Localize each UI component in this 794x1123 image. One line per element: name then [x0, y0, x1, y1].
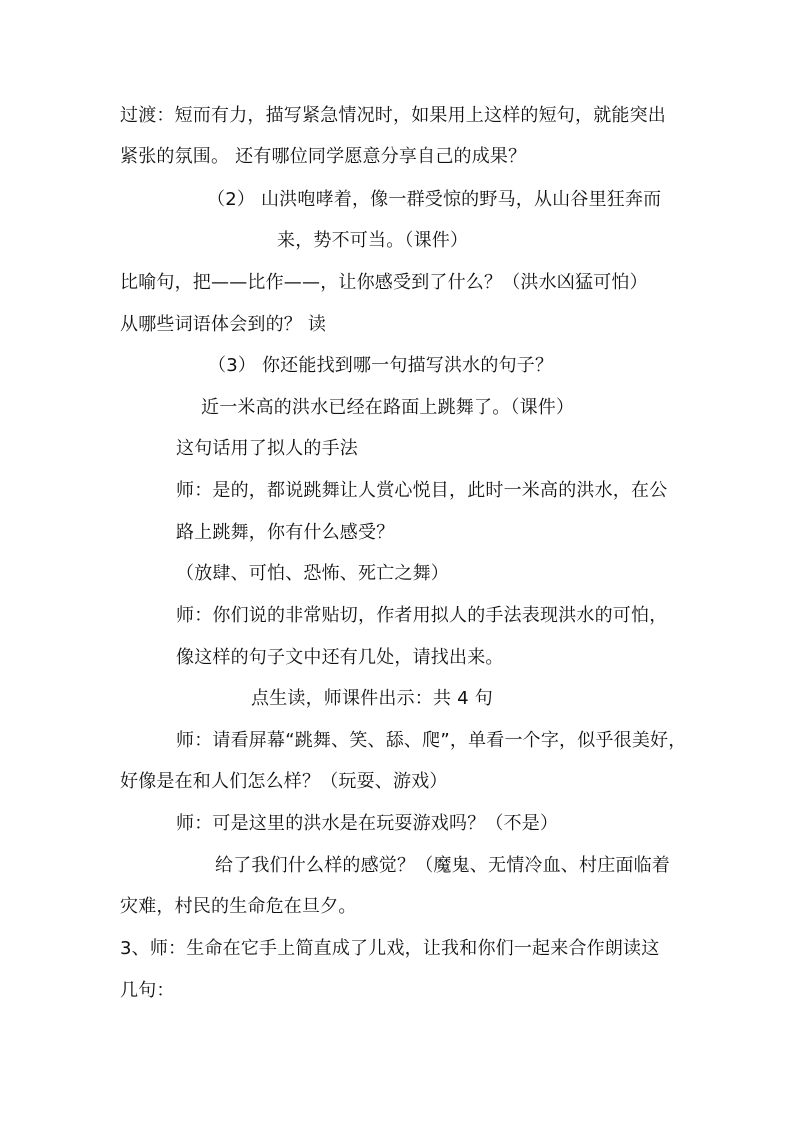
- paragraph-line-6: 从哪些词语体会到的？ 读: [120, 314, 327, 335]
- paragraph-line-16: 师：请看屏幕“跳舞、笑、舔、爬”，单看一个字，似乎很美好，: [176, 730, 687, 751]
- paragraph-line-13: 师：你们说的非常贴切，作者用拟人的手法表现洪水的可怕，: [176, 605, 668, 626]
- paragraph-line-21: 3、师：生命在它手上简直成了儿戏，让我和你们一起来合作朗读这: [120, 938, 660, 959]
- paragraph-line-17: 好像是在和人们怎么样？（玩耍、游戏）: [120, 771, 448, 792]
- paragraph-line-9: 这句话用了拟人的手法: [176, 438, 358, 459]
- paragraph-line-20: 灾难，村民的生命危在旦夕。: [120, 896, 357, 917]
- paragraph-line-5: 比喻句，把——比作——，让你感受到了什么？（洪水凶猛可怕）: [120, 272, 648, 293]
- paragraph-line-7: （3） 你还能找到哪一句描写洪水的句子？: [208, 355, 554, 376]
- paragraph-line-14: 像这样的句子文中还有几处，请找出来。: [176, 647, 504, 668]
- paragraph-line-11: 路上跳舞，你有什么感受？: [176, 522, 395, 543]
- paragraph-line-1: 过渡：短而有力，描写紧急情况时，如果用上这样的短句，就能突出: [120, 105, 666, 126]
- paragraph-line-15: 点生读，师课件出示：共 4 句: [251, 688, 493, 709]
- paragraph-line-8: 近一米高的洪水已经在路面上跳舞了。（课件）: [201, 397, 575, 418]
- paragraph-line-18: 师：可是这里的洪水是在玩耍游戏吗？（不是）: [176, 813, 559, 834]
- paragraph-line-19: 给了我们什么样的感觉？（魔鬼、无情冷血、村庄面临着: [215, 855, 670, 876]
- paragraph-line-10: 师：是的，都说跳舞让人赏心悦目，此时一米高的洪水，在公: [176, 480, 668, 501]
- paragraph-line-3: （2） 山洪咆哮着，像一群受惊的野马，从山谷里狂奔而: [207, 189, 662, 210]
- paragraph-line-4: 来，势不可当。（课件）: [277, 230, 469, 251]
- paragraph-line-22: 几句：: [120, 980, 175, 1001]
- paragraph-line-2: 紧张的氛围。 还有哪位同学愿意分享自己的成果？: [120, 146, 527, 167]
- paragraph-line-12: （放肆、可怕、恐怖、死亡之舞）: [176, 563, 449, 584]
